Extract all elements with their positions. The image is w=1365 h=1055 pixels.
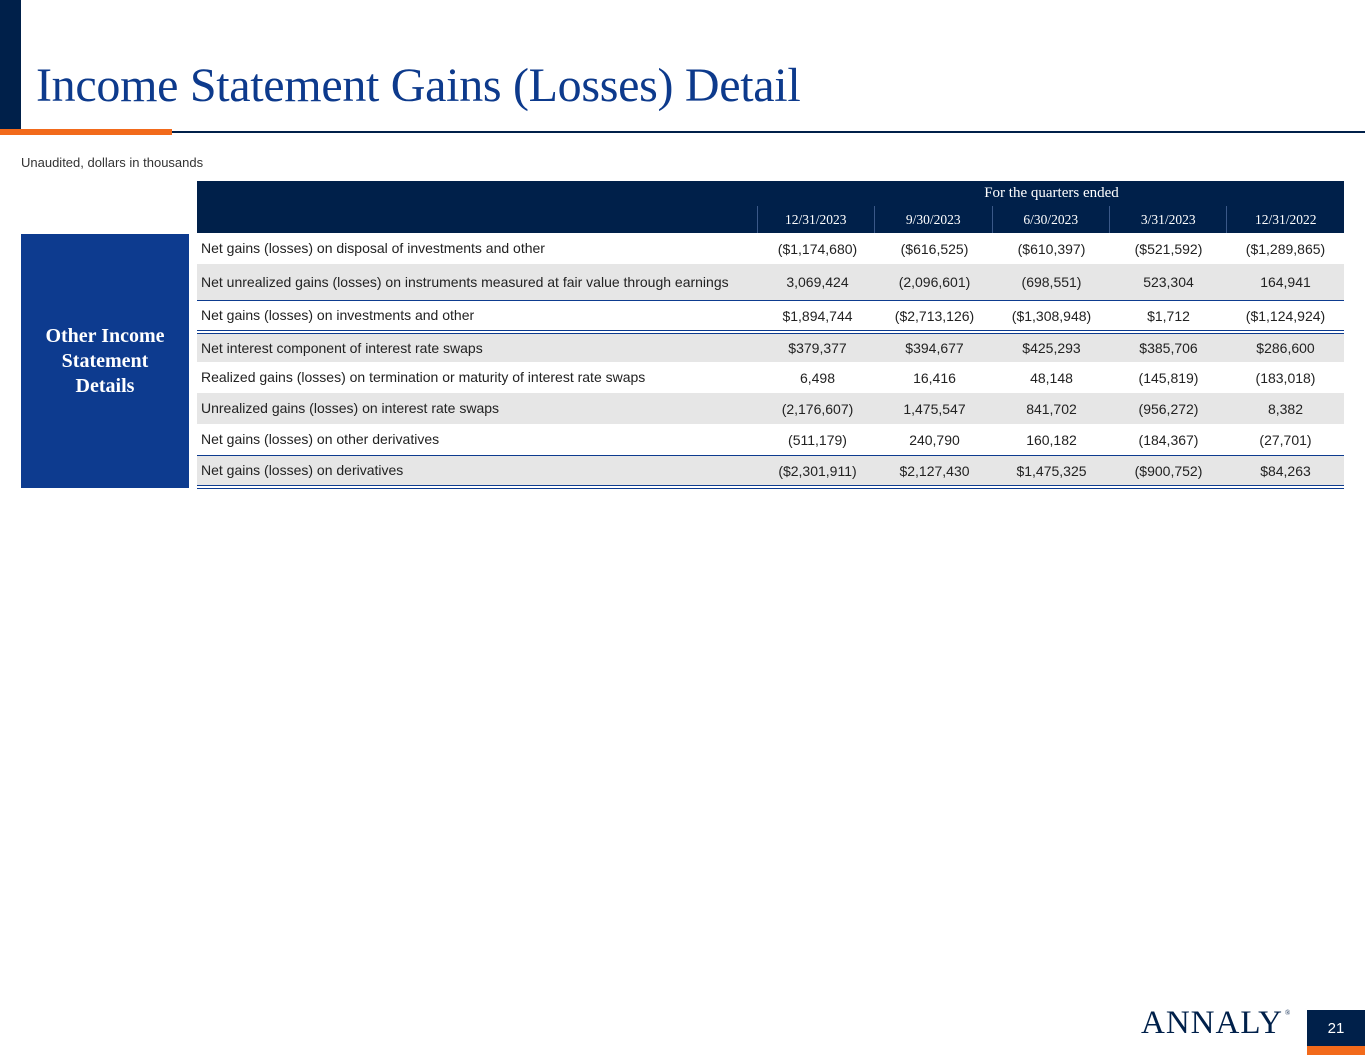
cell-value: ($900,752) <box>1134 462 1203 479</box>
cell-value: 841,702 <box>1026 400 1077 417</box>
cell-value: ($616,525) <box>900 240 969 257</box>
cell-value: $1,475,325 <box>1016 462 1087 479</box>
cell-value: 523,304 <box>1143 274 1194 290</box>
logo-wordmark: ANNALY <box>1141 1005 1284 1041</box>
row-label: Realized gains (losses) on termination or maturity of interest rate swaps <box>201 369 646 385</box>
total-row <box>197 456 1344 485</box>
cell-value: (183,018) <box>1255 369 1316 386</box>
registered-mark: ® <box>1285 1009 1292 1017</box>
section-label-text: Other Income Statement Details <box>45 324 165 397</box>
cell-value: $2,127,430 <box>899 462 970 479</box>
cell-value: ($2,713,126) <box>894 307 975 324</box>
cell-value: $385,706 <box>1139 340 1198 356</box>
cell-value: ($610,397) <box>1017 240 1086 257</box>
header-label-cell <box>197 206 757 233</box>
subtitle: Unaudited, dollars in thousands <box>21 155 204 170</box>
table-header-span-row <box>197 181 1344 206</box>
cell-value: ($1,289,865) <box>1245 240 1326 257</box>
gains-losses-table <box>197 181 1344 489</box>
table-row <box>197 424 1344 456</box>
cell-value: $425,293 <box>1022 340 1081 356</box>
row-label: Unrealized gains (losses) on interest rate swaps <box>201 400 500 416</box>
cell-value: $1,712 <box>1147 307 1190 324</box>
table-row <box>197 334 1344 362</box>
cell-value: ($2,301,911) <box>778 462 857 479</box>
column-header: 12/31/2022 <box>1226 206 1343 233</box>
page-number: 21 <box>1327 1019 1345 1037</box>
page-number-accent <box>1307 1046 1365 1055</box>
column-header: 12/31/2023 <box>757 206 874 233</box>
cell-value: 6,498 <box>799 369 836 386</box>
table-row <box>197 362 1344 393</box>
cell-value: (27,701) <box>1259 431 1312 448</box>
cell-value: (698,551) <box>1021 274 1082 290</box>
cell-value: (184,367) <box>1138 431 1199 448</box>
cell-value: ($1,124,924) <box>1245 307 1326 324</box>
row-label: Net interest component of interest rate swaps <box>201 339 483 356</box>
cell-value: $1,894,744 <box>782 307 853 324</box>
table-header-row <box>197 206 1344 233</box>
span-header: For the quarters ended <box>984 185 1119 201</box>
column-header: 9/30/2023 <box>874 206 991 233</box>
row-label: Net gains (losses) on derivatives <box>201 462 404 478</box>
annaly-logo <box>1141 1005 1291 1042</box>
cell-value: ($1,308,948) <box>1011 307 1092 324</box>
subtotal-row <box>197 301 1344 330</box>
cell-value: 164,941 <box>1260 274 1311 290</box>
cell-value: $84,263 <box>1260 462 1311 479</box>
cell-value: (2,176,607) <box>781 400 854 417</box>
row-label: Net gains (losses) on disposal of investments and other <box>201 240 545 256</box>
section-label <box>21 234 189 488</box>
row-label: Net unrealized gains (losses) on instruments measured at fair value through earnings <box>201 273 729 290</box>
cell-value: $286,600 <box>1256 340 1315 356</box>
cell-value: 8,382 <box>1267 400 1304 417</box>
cell-value: 16,416 <box>913 369 956 386</box>
page-title: Income Statement Gains (Losses) Detail <box>36 59 801 112</box>
double-rule <box>197 485 1344 489</box>
table-row <box>197 393 1344 424</box>
cell-value: 3,069,424 <box>786 274 849 290</box>
title-rule-navy <box>172 131 1365 133</box>
cell-value: 160,182 <box>1026 431 1077 448</box>
cell-value: $379,377 <box>788 340 847 356</box>
cell-value: (956,272) <box>1138 400 1199 417</box>
cell-value: 48,148 <box>1030 369 1073 386</box>
cell-value: 1,475,547 <box>903 400 966 417</box>
cell-value: 240,790 <box>909 431 960 448</box>
cell-value: (145,819) <box>1138 369 1199 386</box>
table-row <box>197 264 1344 301</box>
title-rule-orange <box>0 129 172 135</box>
page-number-box <box>1307 1010 1365 1046</box>
row-label: Net gains (losses) on investments and other <box>201 307 475 323</box>
cell-value: ($1,174,680) <box>777 240 858 257</box>
row-label: Net gains (losses) on other derivatives <box>201 431 440 447</box>
column-header: 6/30/2023 <box>992 206 1109 233</box>
column-header: 3/31/2023 <box>1109 206 1226 233</box>
cell-value: (2,096,601) <box>898 274 971 290</box>
table-row <box>197 233 1344 264</box>
cell-value: $394,677 <box>905 340 964 356</box>
left-accent-bar <box>0 0 21 130</box>
cell-value: ($521,592) <box>1134 240 1203 257</box>
cell-value: (511,179) <box>788 431 847 448</box>
